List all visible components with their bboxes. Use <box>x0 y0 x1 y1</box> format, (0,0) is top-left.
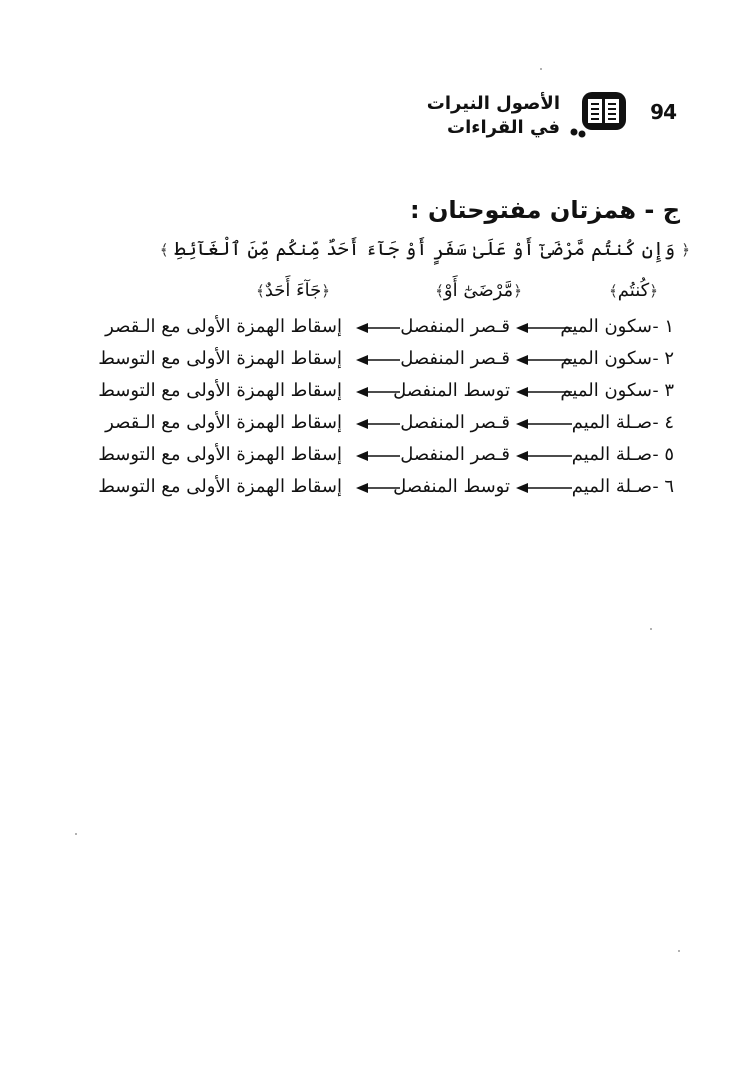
word-open-bracket: ﴿ <box>321 282 330 300</box>
verse-word <box>256 280 330 301</box>
arrow-left-icon <box>516 482 572 494</box>
rules-list <box>0 312 750 504</box>
rule-number: ٢ - <box>652 348 674 369</box>
arrow-left-icon <box>516 386 572 398</box>
verse-text: وَإِن كُنتُم مَّرْضَىٰٓ أَوْ عَلَىٰ سَفَرٍ أَوْ جَآءَ أَحَدٌ مِّنكُم مِّنَ ٱلْغَآئِطِ <box>174 238 676 260</box>
rule-number: ٥ - <box>652 444 674 465</box>
arrow-left-icon <box>356 386 400 398</box>
verse-close-bracket: ﴾ <box>159 241 169 259</box>
rule-hamza: إسقاط الهمزة الأولى مع التوسط <box>98 348 342 369</box>
rule-mim: صـلة الميم <box>571 412 652 433</box>
rule-row <box>0 312 750 344</box>
rule-hamza: إسقاط الهمزة الأولى مع التوسط <box>98 380 342 401</box>
rule-hamza: إسقاط الهمزة الأولى مع التوسط <box>98 444 342 465</box>
word-close-bracket: ﴾ <box>608 282 618 300</box>
rule-row <box>0 472 750 504</box>
word-text: جَآءَ أَحَدٌ <box>264 280 322 301</box>
arrow-left-icon <box>516 322 572 334</box>
rule-row <box>0 408 750 440</box>
rule-mim: صـلة الميم <box>571 444 652 465</box>
rule-hamza: إسقاط الهمزة الأولى مع الـقصر <box>105 412 342 433</box>
arrow-left-icon <box>356 482 400 494</box>
page-number: 94 <box>650 100 676 124</box>
arrow-left-icon <box>356 418 400 430</box>
rule-number: ٤ - <box>652 412 674 433</box>
book-logo-icon <box>568 90 632 138</box>
word-close-bracket: ﴾ <box>435 282 444 300</box>
rule-hamza: إسقاط الهمزة الأولى مع التوسط <box>98 476 342 497</box>
arrow-left-icon <box>516 450 572 462</box>
rule-munfasil: توسط المنفصل <box>393 476 510 497</box>
scan-speck <box>678 950 680 952</box>
word-close-bracket: ﴾ <box>256 282 265 300</box>
arrow-left-icon <box>516 354 572 366</box>
book-title-line1: الأصول النيرات <box>426 93 560 114</box>
book-title-line2: في القراءات <box>447 117 560 138</box>
word-open-bracket: ﴿ <box>513 282 522 300</box>
rule-munfasil: قـصر المنفصل <box>400 412 510 433</box>
rule-row <box>0 344 750 376</box>
verse-open-bracket: ﴿ <box>681 241 690 259</box>
rule-row <box>0 376 750 408</box>
arrow-left-icon <box>356 450 400 462</box>
rule-number: ١ - <box>652 316 674 337</box>
rule-mim: سكون الميم <box>560 316 652 337</box>
rule-hamza: إسقاط الهمزة الأولى مع الـقصر <box>105 316 342 337</box>
section-heading: ج - همزتان مفتوحتان : <box>409 196 680 224</box>
rule-mim: سكون الميم <box>560 380 652 401</box>
arrow-left-icon <box>516 418 572 430</box>
word-text: مَّرْضَىٰٓ أَوْ <box>443 280 514 301</box>
rule-mim: صـلة الميم <box>571 476 652 497</box>
word-open-bracket: ﴿ <box>649 282 658 300</box>
rule-number: ٣ - <box>652 380 674 401</box>
scan-speck <box>75 833 77 835</box>
verse-word <box>609 280 658 301</box>
rule-munfasil: توسط المنفصل <box>393 380 510 401</box>
scan-speck <box>650 628 652 630</box>
rule-row <box>0 440 750 472</box>
rule-munfasil: قـصر المنفصل <box>400 444 510 465</box>
arrow-left-icon <box>356 322 400 334</box>
word-text: كُنتُم <box>617 280 650 301</box>
quran-verse <box>50 238 690 260</box>
book-title <box>380 92 560 140</box>
rule-munfasil: قـصر المنفصل <box>400 348 510 369</box>
verse-word <box>435 280 522 301</box>
rule-number: ٦ - <box>652 476 674 497</box>
verse-words-row <box>0 280 750 310</box>
rule-munfasil: قـصر المنفصل <box>400 316 510 337</box>
arrow-left-icon <box>356 354 400 366</box>
scan-speck <box>540 68 542 70</box>
rule-mim: سكون الميم <box>560 348 652 369</box>
